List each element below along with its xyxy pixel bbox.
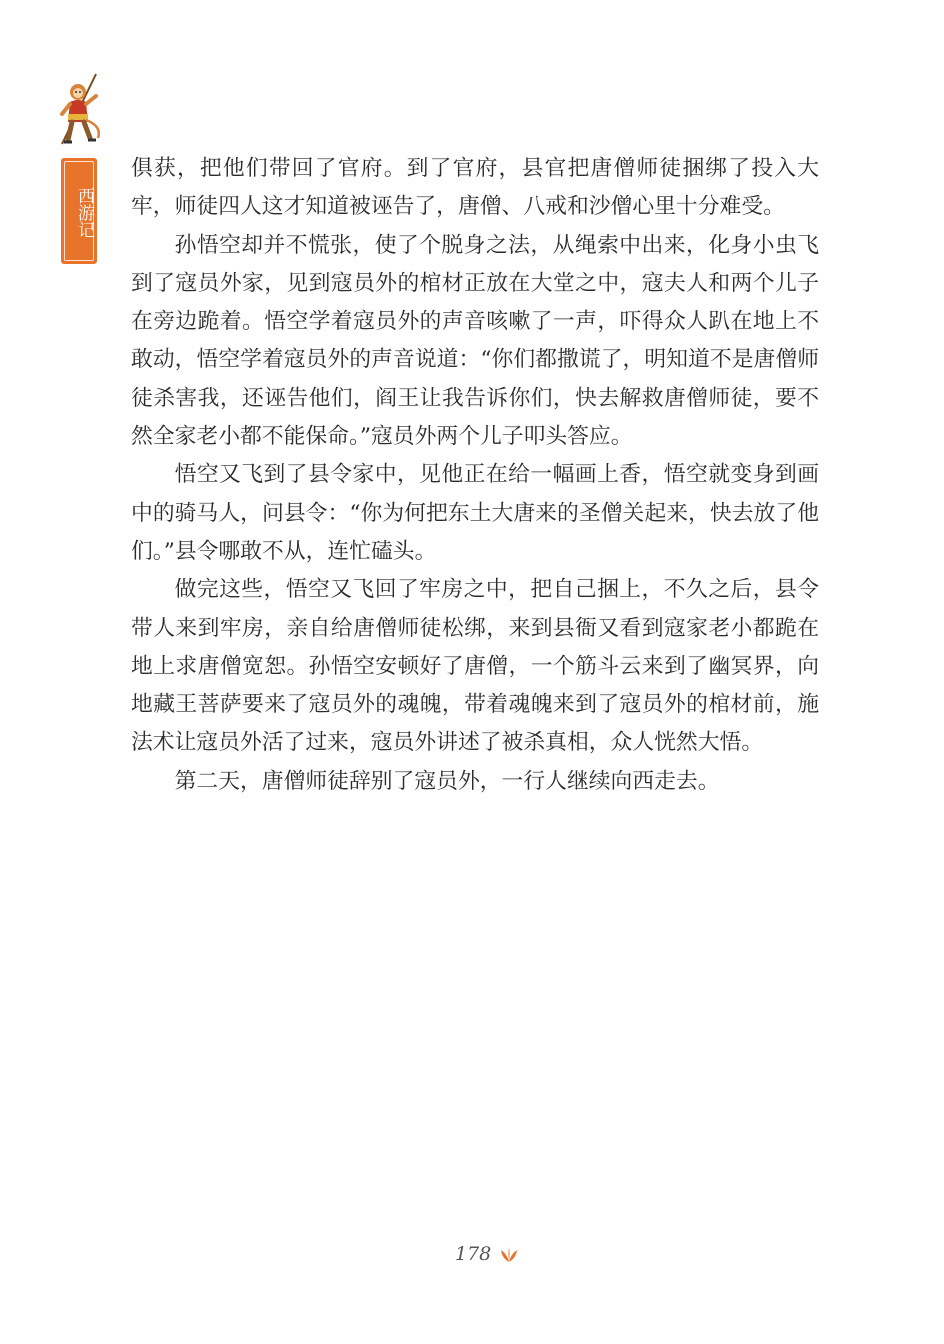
page-number: 178: [455, 1243, 492, 1265]
book-title-tab: [61, 158, 97, 264]
monkey-king-icon: [52, 70, 114, 150]
paragraph: 第二天，唐僧师徒辞别了寇员外，一行人继续向西走去。: [174, 768, 720, 794]
paragraph: 俱获，把他们带回了官府。到了官府，县官把唐僧师徒捆绑了投入大牢，师徒四人这才知道被诬告了，唐僧、八戒和沙僧心里十分难受。: [131, 156, 819, 220]
paragraph: 做完这些，悟空又飞回了牢房之中，把自己捆上，不久之后，县令带人来到牢房，亲自给唐僧师徒松绑，来到县衙又看到寇家老小都跪在地上求唐僧宽恕。孙悟空安顿好了唐僧，一个筋斗云来到了幽冥界，向地藏王菩萨要来了寇员外的魂魄，带着魂魄来到了寇员外的棺材前，施法术让寇员外活了过来，寇员外讲述了被杀真相，众人恍然大悟。: [131, 577, 819, 756]
book-title: 西游记: [74, 186, 94, 238]
paragraph: 孙悟空却并不慌张，使了个脱身之法，从绳索中出来，化身小虫飞到了寇员外家，见到寇员外的棺材正放在大堂之中，寇夫人和两个儿子在旁边跪着。悟空学着寇员外的声音咳嗽了一声，吓得众人趴在地上不敢动，悟空学着寇员外的声音说道：“你们都撒谎了，明知道不是唐僧师徒杀害我，还诬告他们，阎王让我告诉你们，快去解救唐僧师徒，要不然全家老小都不能保命。”寇员外两个儿子叩头答应。: [131, 232, 819, 450]
body-text: [131, 150, 819, 801]
leaf-ornament-icon: [498, 1246, 520, 1264]
paragraph: 悟空又飞到了县令家中，见他正在给一幅画上香，悟空就变身到画中的骑马人，问县令：“你为何把东土大唐来的圣僧关起来，快去放了他们。”县令哪敢不从，连忙磕头。: [131, 462, 819, 564]
